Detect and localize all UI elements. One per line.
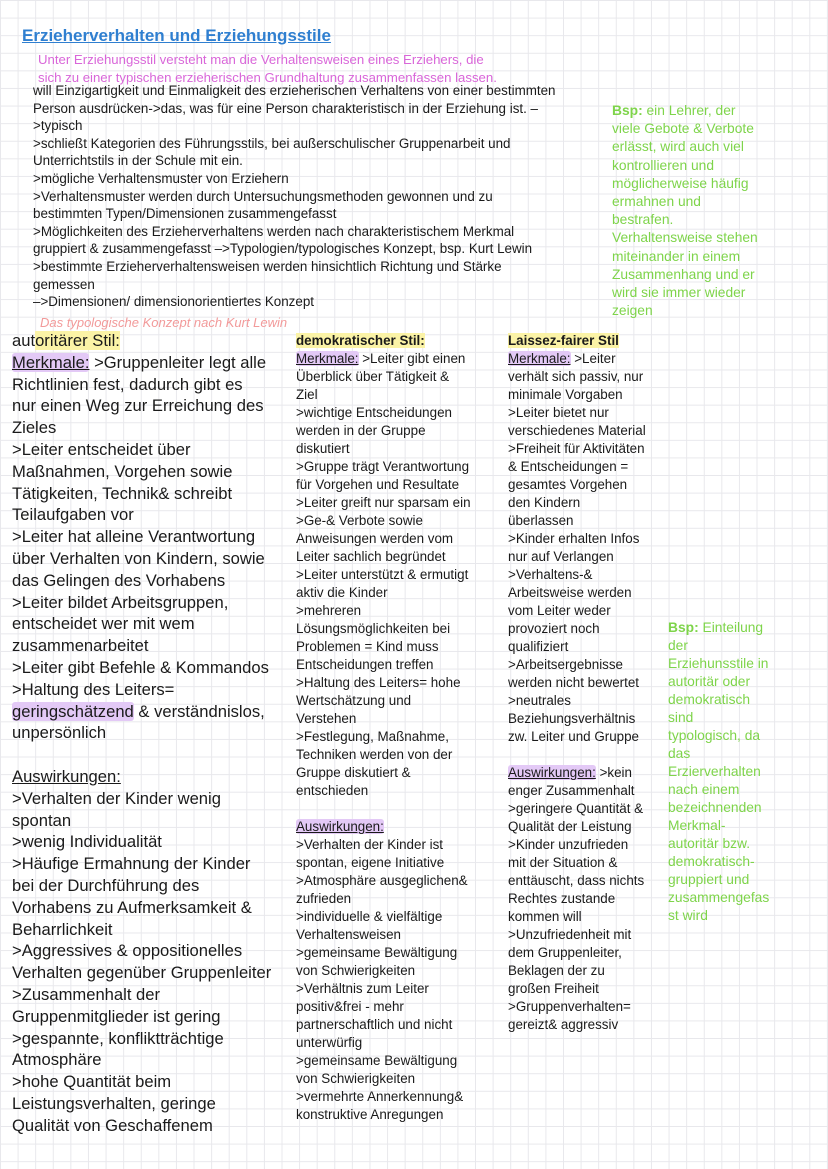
text-line: von Schwierigkeiten	[296, 963, 416, 978]
text-line: Ziel	[296, 387, 318, 402]
text-line: >Häufige Ermahnung der Kinder	[12, 854, 251, 874]
text-line: Zieles	[12, 418, 57, 438]
example-line: möglicherweise häufig	[612, 175, 749, 191]
text-line: überlassen	[508, 513, 574, 528]
text-line: Lösungsmöglichkeiten bei	[296, 621, 451, 636]
column-democratic: demokratischer Stil: Merkmale: >Leiter gibt einen Überblick über Tätigkeit & Ziel >wichtige Entscheidungen werden in der Gruppe diskutiert >Gruppe trägt Verantwortung für Vorgehen und Resultate >Leiter greift nur sparsam ein >Ge-& Verbote sowie Anweisungen werden vom Leiter sachlich begründet >Leiter unterstützt & ermutigt aktiv die Kinder >mehreren Lösungsmöglichkeiten bei Problemen = Kind muss Entscheidungen treffen >Haltung des Leiters= hohe Wertschätzung und Verstehen >Festlegung, Maßnahme, Techniken werden von der Gruppe diskutiert & entschieden Auswirkungen: >Verhalten der Kinder ist spontan, eigene Initiative >Atmosphäre ausgeglichen& zufrieden >individuelle & vielfältige Verhaltensweisen >gemeinsame Bewältigung von Schwierigkeiten >Verhältnis zum Leiter positiv&frei - mehr partnerschaftlich und nicht unterwürfig >gemeinsame Bewältigung von Schwierigkeiten >vermehrte Annerkennung& konstruktive Anregungen	[296, 332, 501, 1124]
example-line: st wird	[668, 908, 708, 923]
text-line: zw. Leiter und Gruppe	[508, 729, 640, 744]
intro-line: Unter Erziehungsstil versteht man die Verhaltensweisen eines Erziehers, die	[38, 52, 484, 67]
auswirkungen-label: Auswirkungen:	[296, 819, 384, 834]
text-line: >Leiter bietet nur	[508, 405, 609, 420]
auswirkungen-label: Auswirkungen:	[508, 765, 596, 780]
text-line: >Verhalten der Kinder wenig	[12, 788, 221, 808]
text-line: partnerschaftlich und nicht	[296, 1017, 453, 1032]
text-line: unterwürfig	[296, 1035, 363, 1050]
text-line: bei der Durchführung des	[12, 875, 200, 895]
note-line: Unterrichtstils in der Schule mit ein.	[33, 153, 243, 169]
text-line: >Zusammenhalt der	[12, 984, 161, 1004]
text-line: Qualität von Geschaffenem	[12, 1115, 213, 1135]
example-text: ein Lehrer, der	[642, 103, 736, 118]
text-line: >Arbeitsergebnisse	[508, 657, 624, 672]
text-line: qualifiziert	[508, 639, 569, 654]
example-line: demokratisch	[668, 692, 751, 707]
example-line: wird sie immer wieder	[612, 285, 746, 301]
example-line: autoritär bzw.	[668, 836, 751, 851]
example-line: Merkmal-	[668, 818, 726, 833]
example-line: bezeichnenden	[668, 800, 762, 815]
text-line: >Atmosphäre ausgeglichen&	[296, 873, 468, 888]
text-line: >vermehrte Annerkennung&	[296, 1089, 464, 1104]
example-line: das	[668, 746, 691, 761]
definition-notes	[33, 82, 633, 311]
text-line: Leistungsverhalten, geringe	[12, 1093, 216, 1113]
text-line: werden nicht bewertet	[508, 675, 640, 690]
text-line: großen Freiheit	[508, 981, 599, 996]
example-line: nach einem	[668, 782, 740, 797]
text-line: >Leiter unterstützt & ermutigt	[296, 567, 469, 582]
text-line: >Verhältnis zum Leiter	[296, 981, 429, 996]
text-line: >gemeinsame Bewältigung	[296, 945, 458, 960]
note-line: Person ausdrücken->das, was für eine Person charakteristisch in der Erziehung ist. –	[33, 100, 539, 116]
text-line: Beklagen der zu	[508, 963, 605, 978]
text-line: Problemen = Kind muss	[296, 639, 439, 654]
text-line: werden in der Gruppe	[296, 423, 426, 438]
text-line: >Leiter gibt Befehle & Kommandos	[12, 657, 269, 677]
note-line: >bestimmte Erzieherverhaltensweisen werden hinsichtlich Richtung und Stärke	[33, 258, 502, 274]
note-line: >typisch	[33, 118, 83, 134]
intro-line: sich zu einer typischen erzieherischen Grundhaltung zusammenfassen lassen.	[38, 70, 497, 85]
example-line: miteinander in einem	[612, 248, 741, 264]
text-line: >Kinder unzufrieden	[508, 837, 629, 852]
text-line: unpersönlich	[12, 723, 107, 743]
example-label: Bsp:	[668, 620, 699, 635]
text-line: >Leiter greift nur sparsam ein	[296, 495, 471, 510]
text-line: Verstehen	[296, 711, 357, 726]
text-line: provoziert noch	[508, 621, 600, 636]
text-line: >Festlegung, Maßnahme,	[296, 729, 449, 744]
text-line: Arbeitsweise werden	[508, 585, 632, 600]
example-line: Erzierverhalten	[668, 764, 761, 779]
column-authoritarian: autoritärer Stil: Merkmale: >Gruppenleiter legt alle Richtlinien fest, dadurch gibt es nur einen Weg zur Erreichung des Zieles >Leiter entscheidet über Maßnahmen, Vorgehen sowie Tätigkeiten, Technik& schreibt Teilaufgaben vor >Leiter hat alleine Verantwortung über Verhalten von Kindern, sowie das Gelingen des Vorhabens >Leiter bildet Arbeitsgruppen, entscheidet wer mit wem zusammenarbeitet >Leiter gibt Befehle & Kommandos >Haltung des Leiters= geringschätzend & verständnislos, unpersönlich Auswirkungen: >Verhalten der Kinder wenig spontan >wenig Individualität >Häufige Ermahnung der Kinder bei der Durchführung des Vorhabens zu Aufmerksamkeit & Beharrlichkeit >Aggressives & oppositionelles Verhalten gegenüber Gruppenleiter >Zusammenhalt der Gruppenmitglieder ist gering >gespannte, konfliktträchtige Atmosphäre >hohe Quantität beim Leistungsverhalten, geringe Qualität von Geschaffenem	[12, 330, 298, 1136]
text-line: gereizt& aggressiv	[508, 1017, 619, 1032]
text-line: Tätigkeiten, Technik& schreibt	[12, 483, 233, 503]
example-line: typologisch, da	[668, 728, 761, 743]
text-line: mit der Situation &	[508, 855, 618, 870]
text-line: Maßnahmen, Vorgehen sowie	[12, 461, 233, 481]
lewin-subheading: Das typologische Konzept nach Kurt Lewin	[40, 315, 288, 330]
text-line: >Haltung des Leiters=	[12, 679, 175, 699]
merkmale-label: Merkmale:	[12, 352, 90, 372]
text-line: gesamtes Vorgehen	[508, 477, 628, 492]
example-line: bestrafen.	[612, 212, 674, 228]
text-line: >Gruppe trägt Verantwortung	[296, 459, 470, 474]
text-line: Verhaltensweisen	[296, 927, 401, 942]
text-line: >mehreren	[296, 603, 362, 618]
text-line: >Aggressives & oppositionelles	[12, 941, 243, 961]
example-line: viele Gebote & Verbote	[612, 121, 754, 137]
text-line: >gespannte, konfliktträchtige	[12, 1028, 224, 1048]
text-line: minimale Vorgaben	[508, 387, 623, 402]
text-line: Entscheidungen treffen	[296, 657, 434, 672]
text-line: Beharrlichkeit	[12, 919, 113, 939]
text-line: Richtlinien fest, dadurch gibt es	[12, 374, 243, 394]
note-line: gruppiert & zusammengefasst –>Typologien/typologisches Konzept, bsp. Kurt Lewin	[33, 241, 533, 257]
text-line: enttäuscht, dass nichts	[508, 873, 645, 888]
example-note-2	[668, 619, 818, 925]
example-line: gruppiert und	[668, 872, 750, 887]
text-line: >Verhaltens-&	[508, 567, 593, 582]
example-line: Verhaltensweise stehen	[612, 230, 758, 246]
text-line: Beziehungsverhältnis	[508, 711, 636, 726]
text-line: spontan	[12, 810, 72, 830]
highlighted-word: geringschätzend	[12, 701, 134, 721]
text-line: Techniken werden von der	[296, 747, 453, 762]
example-line: autoritär oder	[668, 674, 751, 689]
example-line: Erziehunsstile in	[668, 656, 769, 671]
text-line: Anweisungen werden vom	[296, 531, 454, 546]
example-line: erlässt, wird auch viel	[612, 139, 744, 155]
text-line: >individuelle & vielfältige	[296, 909, 443, 924]
note-line: >Möglichkeiten des Erzieherverhaltens werden nach charakteristischem Merkmal	[33, 223, 515, 239]
merkmale-label: Merkmale:	[296, 351, 359, 366]
text-line: Atmosphäre	[12, 1050, 102, 1070]
example-text: Einteilung	[698, 620, 764, 635]
text-line: Rechtes zustande	[508, 891, 616, 906]
text-line: Gruppenmitglieder ist gering	[12, 1006, 221, 1026]
text-line: >Kinder erhalten Infos	[508, 531, 640, 546]
text-line: >wichtige Entscheidungen	[296, 405, 452, 420]
text-line: Überblick über Tätigkeit &	[296, 369, 450, 384]
note-line: >Verhaltensmuster werden durch Untersuchungsmethoden gewonnen und zu	[33, 188, 493, 204]
text-line: & Entscheidungen =	[508, 459, 629, 474]
text-line: Teilaufgaben vor	[12, 505, 134, 525]
example-line: der	[668, 638, 688, 653]
example-line: ermahnen und	[612, 194, 701, 210]
text-line: >Ge-& Verbote sowie	[296, 513, 423, 528]
text-line: aktiv die Kinder	[296, 585, 388, 600]
text-line: Qualität der Leistung	[508, 819, 632, 834]
text-line: Vorhabens zu Aufmerksamkeit &	[12, 897, 252, 917]
note-line: –>Dimensionen/ dimensionorientiertes Konzept	[33, 294, 314, 310]
text-line: dem Gruppenleiter,	[508, 945, 622, 960]
column-heading: autoritärer Stil:	[12, 331, 120, 350]
text-line: >Leiter hat alleine Verantwortung	[12, 527, 256, 547]
example-line: kontrollieren und	[612, 157, 715, 173]
page-title: Erzieherverhalten und Erziehungsstile	[22, 26, 331, 45]
text-line: entscheidet wer mit wem	[12, 614, 195, 634]
note-line: bestimmten Typen/Dimensionen zusammengefasst	[33, 206, 337, 222]
column-laissez-faire: Laissez-fairer Stil Merkmale: >Leiter verhält sich passiv, nur minimale Vorgaben >Leiter bietet nur verschiedenes Material >Freiheit für Aktivitäten & Entscheidungen = gesamtes Vorgehen den Kindern überlassen >Kinder erhalten Infos nur auf Verlangen >Verhaltens-& Arbeitsweise werden vom Leiter weder provoziert noch qualifiziert >Arbeitsergebnisse werden nicht bewertet >neutrales Beziehungsverhältnis zw. Leiter und Gruppe Auswirkungen: >kein enger Zusammenhalt >geringere Quantität & Qualität der Leistung >Kinder unzufrieden mit der Situation & enttäuscht, dass nichts Rechtes zustande kommen will >Unzufriedenheit mit dem Gruppenleiter, Beklagen der zu großen Freiheit >Gruppenverhalten= gereizt& aggressiv	[508, 332, 673, 1034]
text-line: >Haltung des Leiters= hohe	[296, 675, 461, 690]
text-line: >Leiter entscheidet über	[12, 439, 191, 459]
text-line: Wertschätzung und	[296, 693, 412, 708]
note-line: >schließt Kategorien des Führungsstils, bei außerschulischer Gruppenarbeit und	[33, 135, 511, 151]
example-line: demokratisch-	[668, 854, 755, 869]
text-line: das Gelingen des Vorhabens	[12, 570, 226, 590]
text-line: den Kindern	[508, 495, 581, 510]
note-line: gemessen	[33, 276, 95, 292]
example-note-1	[612, 102, 812, 320]
text-line: >Verhalten der Kinder ist	[296, 837, 444, 852]
text-line: Gruppe diskutiert &	[296, 765, 411, 780]
example-line: Zusammenhang und er	[612, 266, 755, 282]
text-line: zusammenarbeitet	[12, 636, 149, 656]
text-line: für Vorgehen und Resultate	[296, 477, 460, 492]
text-line: Verhalten gegenüber Gruppenleiter	[12, 963, 272, 983]
text-line: konstruktive Anregungen	[296, 1107, 444, 1122]
text-line: >gemeinsame Bewältigung	[296, 1053, 458, 1068]
text-line: >Leiter bildet Arbeitsgruppen,	[12, 592, 229, 612]
text-line: diskutiert	[296, 441, 350, 456]
text-line: zufrieden	[296, 891, 352, 906]
text-line: >Freiheit für Aktivitäten	[508, 441, 645, 456]
text-line: entschieden	[296, 783, 369, 798]
text-line: Leiter sachlich begründet	[296, 549, 446, 564]
text-line: nur auf Verlangen	[508, 549, 614, 564]
text-line: kommen will	[508, 909, 582, 924]
text-line: >wenig Individualität	[12, 832, 162, 852]
text-line: >hohe Quantität beim	[12, 1072, 172, 1092]
text-line: verschiedenes Material	[508, 423, 646, 438]
example-line: sind	[668, 710, 694, 725]
column-heading: demokratischer Stil:	[296, 333, 425, 348]
text-line: vom Leiter weder	[508, 603, 611, 618]
text-line: >neutrales	[508, 693, 571, 708]
text-line: verhält sich passiv, nur	[508, 369, 644, 384]
note-line: >mögliche Verhaltensmuster von Erziehern	[33, 170, 289, 186]
note-line: will Einzigartigkeit und Einmaligkeit des erzieherischen Verhaltens von einer bestimmten	[33, 83, 556, 98]
text-line: >geringere Quantität &	[508, 801, 644, 816]
text-line: nur einen Weg zur Erreichung des	[12, 396, 264, 416]
text-line: >Unzufriedenheit mit	[508, 927, 632, 942]
example-label: Bsp:	[612, 103, 643, 118]
text-line: positiv&frei - mehr	[296, 999, 404, 1014]
text-line: >Gruppenverhalten=	[508, 999, 631, 1014]
example-line: zusammengefas	[668, 890, 770, 905]
text-line: von Schwierigkeiten	[296, 1071, 416, 1086]
text-line: enger Zusammenhalt	[508, 783, 635, 798]
merkmale-label: Merkmale:	[508, 351, 571, 366]
text-line: spontan, eigene Initiative	[296, 855, 445, 870]
column-heading: Laissez-fairer Stil	[508, 333, 619, 348]
text-line: über Verhalten von Kindern, sowie	[12, 548, 265, 568]
auswirkungen-label: Auswirkungen:	[12, 766, 121, 786]
example-line: zeigen	[612, 303, 653, 319]
